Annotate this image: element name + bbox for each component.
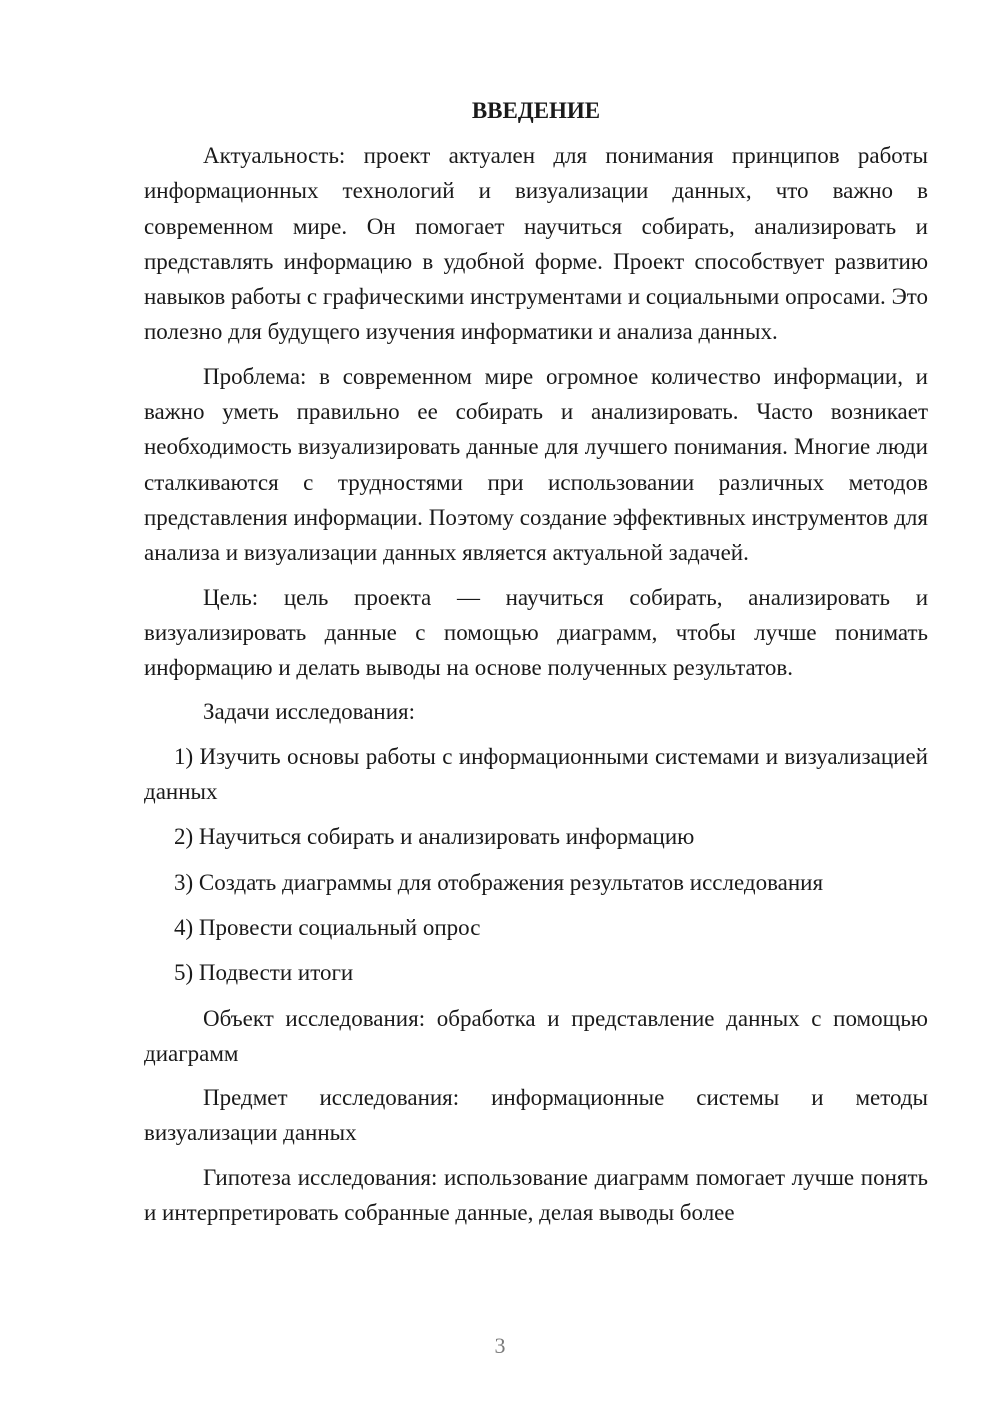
paragraph-goal: Цель: цель проекта — научиться собирать, анализировать и визуализировать данные с помощью диаграмм, чтобы лучше понимать информацию и делать выводы на основе полученных результатов. bbox=[144, 584, 928, 681]
list-item: 5) Подвести итоги bbox=[174, 960, 354, 986]
paragraph-problem: Проблема: в современном мире огромное количество информации, и важно уметь правильно ее собирать и анализировать. Часто возникает необходимость визуализировать данные для лучшего понимания. Многие люди сталкиваются с трудностями при использовании различных методов представления информации. Поэтому создание эффективных инструментов для анализа и визуализации данных является актуальной задачей. bbox=[144, 363, 928, 566]
paragraph-object: Объект исследования: обработка и представление данных с помощью диаграмм bbox=[144, 1005, 928, 1066]
paragraph-subject: Предмет исследования: информационные системы и методы визуализации данных bbox=[144, 1085, 928, 1146]
list-item: 3) Создать диаграммы для отображения результатов исследования bbox=[174, 869, 824, 895]
page-number: 3 bbox=[494, 1333, 506, 1358]
list-item: 4) Провести социальный опрос bbox=[174, 914, 481, 940]
tasks-list bbox=[144, 739, 928, 991]
document-page bbox=[144, 96, 928, 1239]
list-item: 2) Научиться собирать и анализировать информацию bbox=[174, 824, 695, 850]
list-item: 1) Изучить основы работы с информационными системами и визуализацией данных bbox=[144, 743, 928, 805]
section-title: ВВЕДЕНИЕ bbox=[471, 98, 601, 123]
tasks-heading: Задачи исследования: bbox=[203, 699, 416, 725]
paragraph-relevance: Актуальность: проект актуален для понимания принципов работы информационных технологий и визуализации данных, что важно в современном мире. Он помогает научиться собирать, анализировать и представлять информацию в удобной форме. Проект способствует развитию навыков работы с графическими инструментами и социальными опросами. Это полезно для будущего изучения информатики и анализа данных. bbox=[144, 143, 928, 345]
paragraph-hypothesis: Гипотеза исследования: использование диаграмм помогает лучше понять и интерпретировать собранные данные, делая выводы более bbox=[144, 1164, 928, 1226]
